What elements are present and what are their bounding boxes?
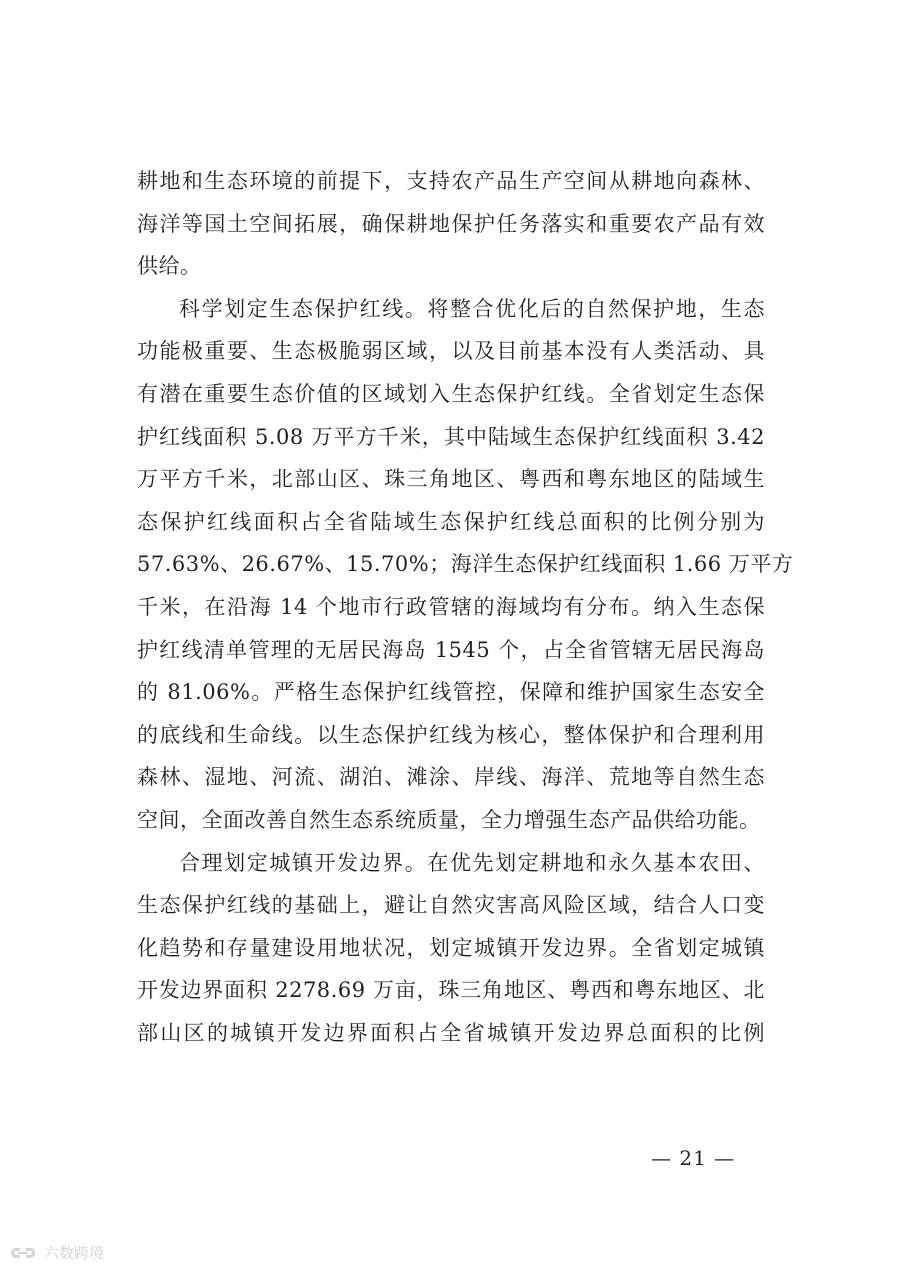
text-line: 开发边界面积 2278.69 万亩，珠三角地区、粤西和粤东地区、北 <box>137 978 765 1003</box>
text-line: 态保护红线面积占全省陆域生态保护红线总面积的比例分别为 <box>137 509 765 534</box>
text-line: 护红线清单管理的无居民海岛 1545 个，占全省管辖无居民海岛 <box>137 637 765 662</box>
link-logo-icon <box>8 1244 38 1262</box>
watermark-text: 六数跨境 <box>44 1244 105 1262</box>
text-line: 千米，在沿海 14 个地市行政管辖的海域均有分布。纳入生态保 <box>137 594 765 619</box>
text-line: 的底线和生命线。以生态保护红线为核心，整体保护和合理利用 <box>137 722 765 747</box>
text-line: 海洋等国土空间拓展，确保耕地保护任务落实和重要农产品有效 <box>137 211 765 236</box>
text-line: 护红线面积 5.08 万平方千米，其中陆域生态保护红线面积 3.42 <box>137 424 765 449</box>
text-line: 功能极重要、生态极脆弱区域，以及目前基本没有人类活动、具 <box>137 339 765 364</box>
text-line: 万平方千米，北部山区、珠三角地区、粤西和粤东地区的陆域生 <box>137 467 765 492</box>
text-line: 耕地和生态环境的前提下，支持农产品生产空间从耕地向森林、 <box>137 169 765 193</box>
text-line: 部山区的城镇开发边界面积占全省城镇开发边界总面积的比例 <box>137 1020 765 1045</box>
text-line: 供给。 <box>137 254 202 279</box>
watermark <box>8 1242 104 1263</box>
text-line: 科学划定生态保护红线。将整合优化后的自然保护地，生态 <box>179 296 765 321</box>
text-line: 57.63%、26.67%、15.70%；海洋生态保护红线面积 1.66 万平方 <box>137 552 794 577</box>
text-line: 有潜在重要生态价值的区域划入生态保护红线。全省划定生态保 <box>137 381 765 406</box>
text-line: 空间，全面改善自然生态系统质量，全力增强生态产品供给功能。 <box>137 807 761 832</box>
text-line: 生态保护红线的基础上，避让自然灾害高风险区域，结合人口变 <box>137 893 765 918</box>
page-number: — 21 — <box>651 1146 736 1170</box>
text-line: 化趋势和存量建设用地状况，划定城镇开发边界。全省划定城镇 <box>137 935 765 960</box>
document-body <box>137 160 794 1054</box>
text-line: 的 81.06%。严格生态保护红线管控，保障和维护国家生态安全 <box>137 680 765 705</box>
text-line: 合理划定城镇开发边界。在优先划定耕地和永久基本农田、 <box>179 850 765 875</box>
text-line: 森林、湿地、河流、湖泊、滩涂、岸线、海洋、荒地等自然生态 <box>137 765 765 790</box>
